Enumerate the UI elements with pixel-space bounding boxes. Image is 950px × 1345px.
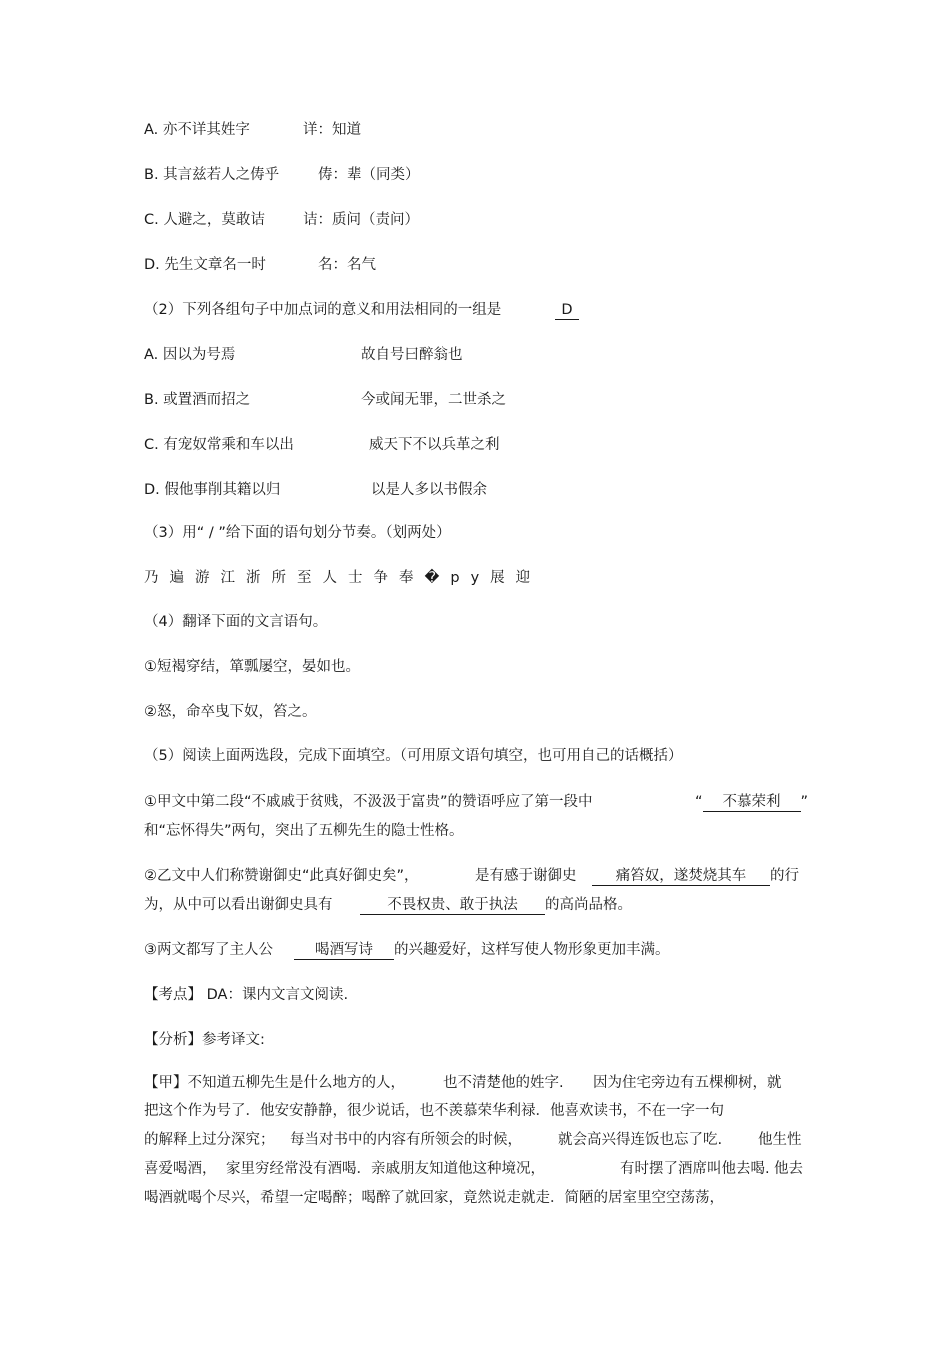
q2-option-d: D. 假他事削其籍以归 (144, 482, 281, 498)
translation-line-1: 【甲】不知道五柳先生是什么地方的人， (144, 1075, 405, 1091)
q5-item1-blank: 不慕荣利 (703, 793, 801, 812)
q1-option-b: B. 其言兹若人之俦乎 (144, 167, 280, 183)
q5-item2-blank2: 不畏权贵、敢于执法 (360, 896, 545, 915)
q3-sentence: 乃遍游江浙所至人士争奉�py展迎 (144, 570, 542, 586)
q2-option-a: A. 因以为号焉 (144, 347, 236, 363)
translation-line-3c: 就会高兴得连饭也忘了吃. (558, 1132, 723, 1148)
q2-answer-blank: D (555, 300, 579, 320)
q1-option-d: D. 先生文章名一时 (144, 257, 266, 273)
translation-line-2: 把这个作为号了．他安安静静，很少说话，也不羡慕荣华利禄．他喜欢读书，不在一字一句 (144, 1103, 724, 1119)
translation-line-1c: 因为住宅旁边有五棵柳树，就 (593, 1075, 782, 1091)
translation-line-3b: 每当对书中的内容有所领会的时候， (290, 1132, 522, 1148)
translation-line-4b: 家里穷经常没有酒喝．亲戚朋友知道他这种境况， (226, 1161, 545, 1177)
q2-prompt: （2）下列各组句子中加点词的意义和用法相同的一组是 (144, 302, 502, 318)
translation-line-5: 喝酒就喝个尽兴，希望一定喝醉；喝醉了就回家，竟然说走就走．简陋的居室里空空荡荡， (144, 1190, 724, 1206)
q1-option-d-gloss: 名：名气 (318, 257, 376, 273)
q2-option-d-right: 以是人多以书假余 (371, 482, 487, 498)
q5-item1-text: ①甲文中第二段“不戚戚于贫贱，不汲汲于富贵”的赞语呼应了第一段中 (144, 794, 593, 810)
translation-line-3d: 他生性 (758, 1132, 802, 1148)
q1-option-c: C. 人避之，莫敢诘 (144, 212, 265, 228)
translation-line-3: 的解释上过分深究； (144, 1132, 275, 1148)
q5-item1-blank-wrap (695, 792, 808, 812)
translation-line-4: 喜爱喝酒， (144, 1161, 217, 1177)
fenxi: 【分析】参考译文: (144, 1032, 265, 1048)
q5-item1-continued: 和“忘怀得失”两句，突出了五柳先生的隐士性格。 (144, 823, 464, 839)
q1-option-a: A. 亦不详其姓字 (144, 122, 250, 138)
q5-item1-close-quote: ” (800, 794, 809, 810)
translation-line-1b: 也不清楚他的姓字. (443, 1075, 564, 1091)
q5-item2-text: ②乙文中人们称赞谢御史“此真好御史矣”， (144, 868, 419, 884)
q1-option-a-gloss: 详：知道 (303, 122, 361, 138)
translation-line-4c: 有时摆了酒席叫他去喝. (620, 1161, 770, 1177)
q5-item2-blank1: 痛笞奴，遂焚烧其车 (592, 867, 770, 886)
q5-item1-open-quote: “ (695, 794, 703, 810)
q2-option-a-right: 故自号曰醉翁也 (361, 347, 463, 363)
q5-item2-continued: 为，从中可以看出谢御史具有 (144, 897, 333, 913)
q1-option-c-gloss: 诘：质问（责问） (303, 212, 419, 228)
q5-item2-blank2-wrap: 不畏权贵、敢于执法 的高尚品格。 (360, 895, 632, 915)
q5-item3-text: ③两文都写了主人公 (144, 942, 273, 958)
q1-option-b-gloss: 俦：辈（同类） (318, 167, 420, 183)
q5-prompt: （5）阅读上面两选段，完成下面填空。（可用原文语句填空，也可用自己的话概括） (144, 748, 683, 764)
translation-line-4d: 他去 (774, 1161, 803, 1177)
kaodian: 【考点】 DA：课内文言文阅读. (144, 987, 349, 1003)
q4-item-2: ②怒，命卒曳下奴，笞之。 (144, 704, 317, 720)
q2-option-c-right: 威天下不以兵革之利 (369, 437, 500, 453)
q5-item2-text-b: 是有感于谢御史 (475, 868, 577, 884)
q5-item3-blank-wrap: 喝酒写诗 的兴趣爱好，这样写使人物形象更加丰满。 (294, 940, 670, 960)
q5-item3-blank: 喝酒写诗 (294, 941, 394, 960)
q2-option-b: B. 或置酒而招之 (144, 392, 251, 408)
q3-prompt: （3）用“ / ”给下面的语句划分节奏。（划两处） (144, 525, 451, 541)
q2-option-b-right: 今或闻无罪，二世杀之 (361, 392, 506, 408)
q4-prompt: （4）翻译下面的文言语句。 (144, 614, 328, 630)
q2-option-c: C. 有宠奴常乘和车以出 (144, 437, 294, 453)
q4-item-1: ①短褐穿结，箪瓢屡空，晏如也。 (144, 659, 360, 675)
q5-item2-blank1-wrap: 痛笞奴，遂焚烧其车 的行 (592, 866, 799, 886)
